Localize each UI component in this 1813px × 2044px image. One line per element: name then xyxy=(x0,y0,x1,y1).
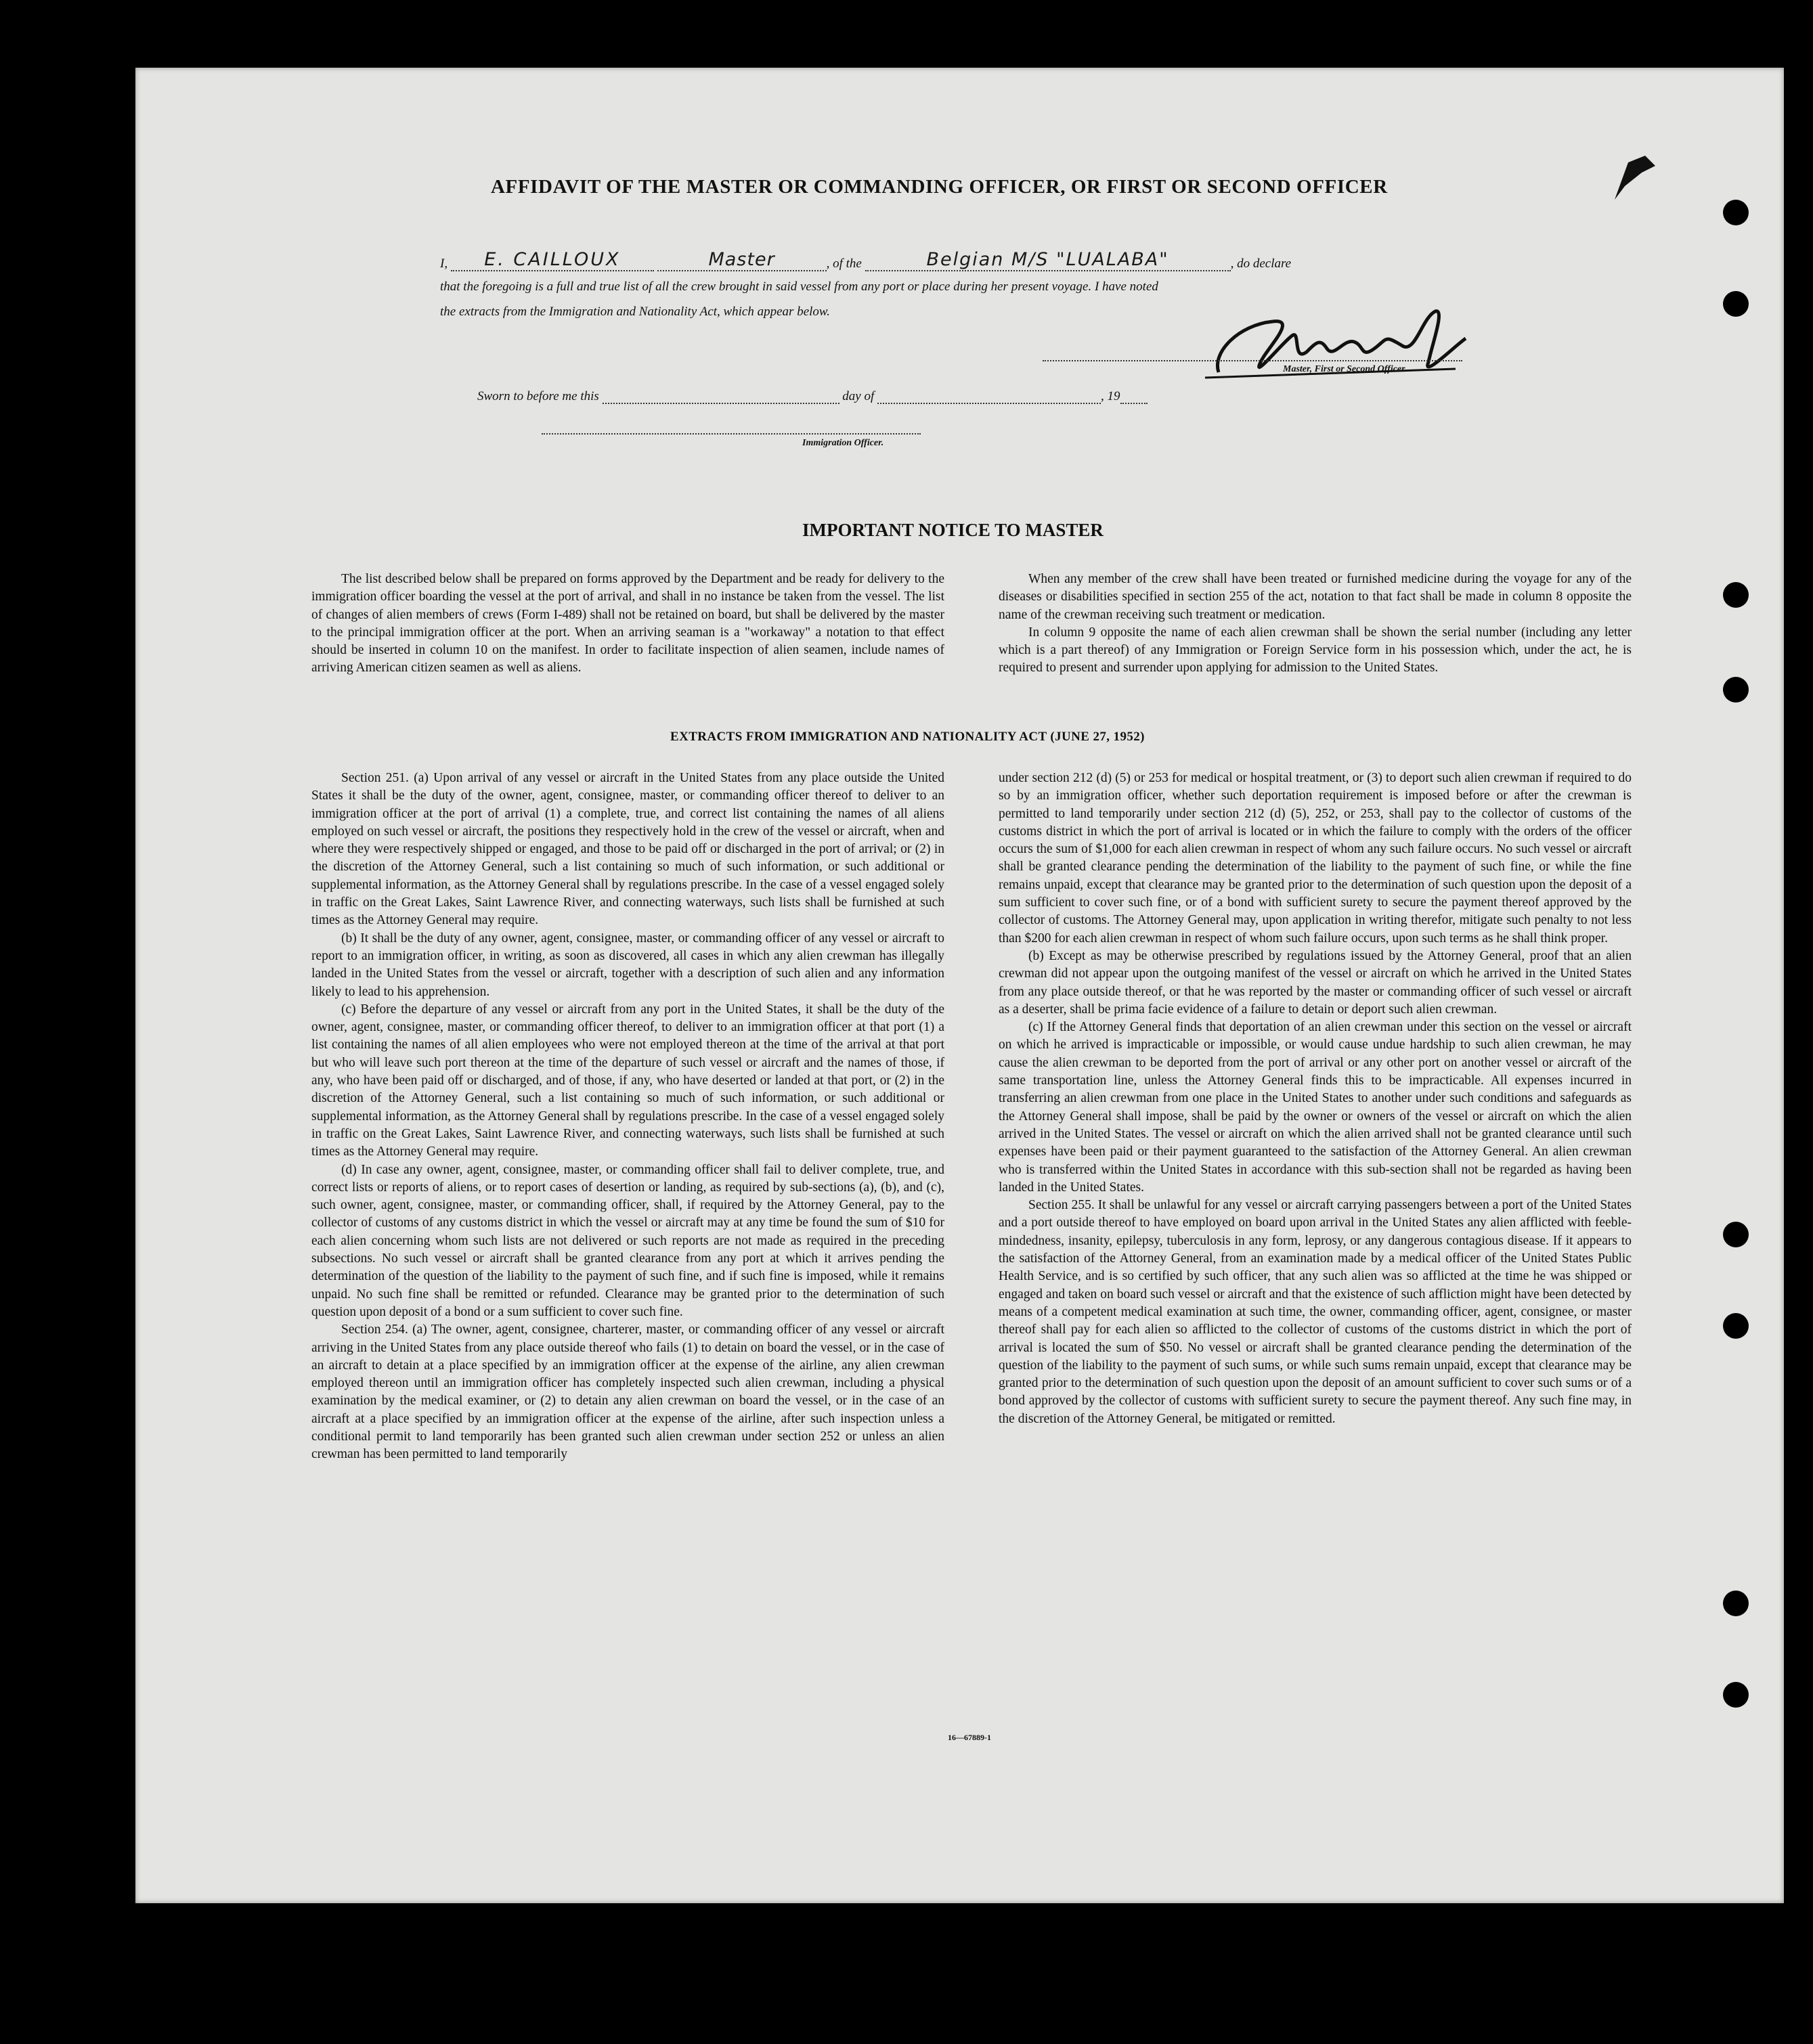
punch-hole xyxy=(1723,291,1749,317)
sworn-year-field xyxy=(1120,403,1148,404)
signature-line xyxy=(1043,360,1462,361)
extract-paragraph: (b) Except as may be otherwise prescribed by regulations issued by the Attorney General, proof that an alien crewman did not appear upon the outgoing manifest of the vessel or aircraft on which he arrived in the United States from any place outside thereof, or that he was reported by the master or commanding officer of such vessel or aircraft as a deserter, shall be prima facie evidence of a failure to detain or deport such alien crewman. xyxy=(999,948,1632,1017)
affidavit-title: AFFIDAVIT OF THE MASTER OR COMMANDING OFFICER, OR FIRST OR SECOND OFFICER xyxy=(491,176,1388,198)
extract-paragraph: (c) Before the departure of any vessel or aircraft from any port in the United States, it shall be the duty of the owner, agent, consignee, master, or commanding officer thereof, to deliver to an immigration officer at that port (1) a list containing the names of all alien employees who were not employed thereon at the time of the arrival at that port but who will leave such port thereon at the time of the departure of such vessel or aircraft and the names of those, if any, who have been paid off or discharged, and of those, if any, who have deserted or landed at that port, or (2) in the discretion of the Attorney General, such a list containing so much of such information, or such additional or supplemental information, as the Attorney General shall by regulations prescribe. In the case of a vessel engaged solely in traffic on the Great Lakes, Saint Lawrence River, and connecting waterways, such lists shall be furnished at such times as the Attorney General may require. xyxy=(311,1002,944,1159)
signature-label: Master, First or Second Officer. xyxy=(1283,364,1407,374)
notice-paragraph: In column 9 opposite the name of each alien crewman shall be shown the serial number (including any letter which is a part thereof) of any Immigration or Foreign Service form in his possession which, under the act, he is required to present and surrender upon applying for admission to the United States. xyxy=(999,625,1632,675)
declaration-line-1 xyxy=(440,249,1632,271)
extract-paragraph: Section 254. (a) The owner, agent, consignee, charterer, master, or commanding officer of any vessel or aircraft arriving in the United States from any place outside thereof who fails (1) to detain on board the vessel, or in the case of an aircraft to detain at a place specified by an immigration officer at the expense of the airline, any alien crewman employed thereon until an immigration officer has completely inspected such alien crewman, including a physical examination by the medical examiner, or (2) to detain any alien crewman on board the vessel, or in the case of an aircraft at a place specified by an immigration officer at the expense of the airline, after such inspection unless a conditional permit to land temporarily has been granted such alien crewman under section 252 or unless an alien crewman has been permitted to land temporarily xyxy=(311,1323,944,1462)
form-code: 16—67889-1 xyxy=(948,1733,991,1742)
officer-label: Immigration Officer. xyxy=(802,438,884,448)
sworn-date-field xyxy=(603,403,839,404)
punch-hole xyxy=(1723,1682,1749,1708)
year-prefix: , 19 xyxy=(1101,389,1120,403)
notice-paragraph: The list described below shall be prepared on forms approved by the Department and be ready for delivery to the immigration officer boarding the vessel at the port of arrival, and shall in no instance be taken from the vessel. The list of changes of alien members of crews (Form I-489) shall not be retained on board, but shall be delivered by the master to the principal immigration officer at the port. When an arriving seaman is a "workaway" a notation to that effect should be inserted in column 10 on the manifest. In order to facilitate inspection of alien seamen, include names of arriving American citizen seamen as well as aliens. xyxy=(311,572,944,675)
day-of-text: day of xyxy=(842,389,875,403)
extracts-right-column xyxy=(999,770,1632,1428)
punch-hole xyxy=(1723,582,1749,608)
punch-hole xyxy=(1723,1222,1749,1247)
extract-paragraph: (c) If the Attorney General finds that deportation of an alien crewman under this section on the vessel or aircraft on which he arrived is impracticable or impossible, or would cause undue hardship to such alien crewman, he may cause the alien crewman to be deported from the port of arrival or any other port on another vessel or aircraft of the same transportation line, unless the Attorney General finds this to be impracticable. All expenses incurred in transferring an alien crewman from one place in the United States to another under such conditions and safeguards as the Attorney General shall impose, shall be paid by the owner or owners of the vessel or aircraft on which the alien arrived in the United States. The vessel or aircraft on which the alien arrived shall not be granted clearance until such expenses have been paid or their payment guaranteed to the satisfaction of the Attorney General. An alien crewman who is transferred within the United States in accordance with this sub-section shall not be regarded as having been landed in the United States. xyxy=(999,1020,1632,1195)
extract-paragraph: (d) In case any owner, agent, consignee, master, or commanding officer shall fail to deliver complete, true, and correct lists or reports of aliens, or to report cases of desertion or landing, as required by sub-sections (a), (b), and (c), such owner, agent, consignee, master, or commanding officer, shall, if required by the Attorney General, pay to the collector of customs of any customs district in which the vessel or aircraft may at any time be found the sum of $10 for each alien concerning whom such lists are not delivered or such reports are not made as required in the preceding subsections. No such vessel or aircraft shall be granted clearance from any port at which it arrives pending the determination of the question of the liability to the payment of such fine, and if such fine is imposed, while it remains unpaid. No such fine shall be remitted or refunded. Clearance may be granted prior to the determination of such question upon deposit of a bond or a sum sufficient to cover such fine. xyxy=(311,1162,944,1319)
notice-right-column xyxy=(999,571,1632,677)
intro-text: I, xyxy=(440,257,448,271)
notice-paragraph: When any member of the crew shall have been treated or furnished medicine during the voyage for any of the diseases or disabilities specified in section 255 of the act, notation to that fact shall be made in column 8 opposite the name of the crewman receiving such treatment or medication. xyxy=(999,572,1632,622)
notice-heading: IMPORTANT NOTICE TO MASTER xyxy=(802,520,1104,540)
master-name-field: E. CAILLOUX xyxy=(451,249,654,271)
punch-hole xyxy=(1723,1591,1749,1616)
officer-signature-line xyxy=(542,433,921,435)
punch-hole xyxy=(1723,1313,1749,1339)
punch-hole xyxy=(1723,677,1749,703)
declaration-line-2: that the foregoing is a full and true list of all the crew brought in said vessel from any port or place during her present voyage. I have noted xyxy=(440,280,1158,294)
sworn-line xyxy=(477,389,1148,404)
extract-paragraph: (b) It shall be the duty of any owner, agent, consignee, master, or commanding officer of any vessel or aircraft to report to an immigration officer, in writing, as soon as discovered, all cases in which any alien crewman has illegally landed in the United States from the vessel or aircraft, together with a description of such alien and any information likely to lead to his apprehension. xyxy=(311,931,944,999)
rank-field: Master xyxy=(657,249,827,271)
do-declare-text: , do declare xyxy=(1230,257,1292,271)
document-page xyxy=(135,68,1784,1903)
extract-paragraph: under section 212 (d) (5) or 253 for medical or hospital treatment, or (3) to deport such alien crewman if required to do so by an immigration officer, whether such deportation requirement is imposed before or after the crewman is permitted to land temporarily under section 212 (d) (5), 252, or 253, shall pay to the collector of customs of the customs district in which the port of arrival is located or in which the failure to comply with the orders of the officer occurs the sum of $1,000 for each alien crewman in respect of whom any such failure occurs. No such vessel or aircraft shall be granted clearance pending the determination of the liability to the payment of such fine, or while the fine remains unpaid, except that clearance may be granted prior to the determination of such question upon the deposit of a sum sufficient to cover such fine, or of a bond with sufficient surety to secure the payment thereof approved by the collector of customs. The Attorney General may, upon application in writing therefor, mitigate such penalty to not less than $200 for each alien crewman in respect of whom such failure occurs, upon such terms as he shall think proper. xyxy=(999,771,1632,946)
extracts-left-column xyxy=(311,770,944,1464)
notice-left-column xyxy=(311,571,944,677)
sworn-month-field xyxy=(877,403,1101,404)
sworn-prefix: Sworn to before me this xyxy=(477,389,599,403)
extracts-heading: EXTRACTS FROM IMMIGRATION AND NATIONALITY ACT (JUNE 27, 1952) xyxy=(670,730,1145,744)
punch-hole xyxy=(1723,200,1749,225)
extract-paragraph: Section 255. It shall be unlawful for any vessel or aircraft carrying passengers between a port of the United States and a port outside thereof to have employed on board upon arrival in the United States any alien afflicted with feeble-mindedness, insanity, epilepsy, tuberculosis in any form, leprosy, or any dangerous contagious disease. If it appears to the satisfaction of the Attorney General, from an examination made by a medical officer of the United States Public Health Service, and is so certified by such officer, that any such alien was so afflicted at the time he was shipped or engaged and taken on board such vessel or aircraft and that the existence of such affliction might have been detected by means of a competent medical examination at such time, the owner, commanding officer, agent, consignee, or master thereof shall pay for each alien so afflicted to the collector of customs of the customs district in which the port of arrival is located the sum of $50. No vessel or aircraft shall be granted clearance pending the determination of the question of the liability to the payment of such sums, or while such sums remain unpaid, except that clearance may be granted prior to the determination of such question upon the deposit of an amount sufficient to cover such sums or of a bond approved by the collector of customs with sufficient surety to secure the payment thereof. Any such fine may, in the discretion of the Attorney General, be mitigated or remitted. xyxy=(999,1198,1632,1426)
extract-paragraph: Section 251. (a) Upon arrival of any vessel or aircraft in the United States from any place outside the United States it shall be the duty of the owner, agent, consignee, master, or commanding officer thereof to deliver to an immigration officer at the port of arrival (1) a complete, true, and correct list containing the names of all aliens employed on such vessel or aircraft, the positions they respectively hold in the crew of the vessel or aircraft, when and where they were respectively shipped or engaged, and those to be paid off or discharged in the port of arrival; or (2) in the discretion of the Attorney General, such a list containing so much of such information, or such additional or supplemental information, as the Attorney General shall by regulations prescribe. In the case of a vessel engaged solely in traffic on the Great Lakes, Saint Lawrence River, and connecting waterways, such lists shall be furnished at such times as the Attorney General may require. xyxy=(311,771,944,928)
vessel-field: Belgian M/S "LUALABA" xyxy=(865,249,1231,271)
of-the-text: , of the xyxy=(826,257,862,271)
declaration-line-3: the extracts from the Immigration and Nationality Act, which appear below. xyxy=(440,305,830,319)
